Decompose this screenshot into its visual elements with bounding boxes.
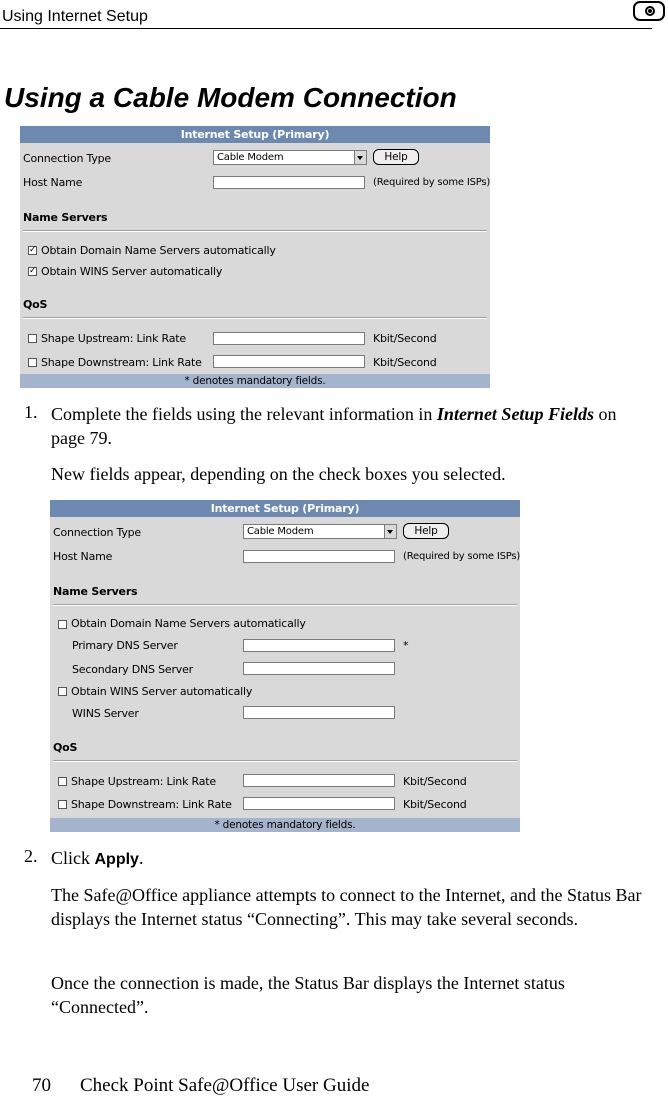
chevron-down-icon [354,151,366,164]
step-1-text-end: on page 79. [51,404,617,448]
chevron-down-icon [384,525,396,538]
help-button[interactable]: Help [373,149,419,165]
step-number: 1. [24,402,38,422]
divider [23,230,487,232]
primary-dns-input[interactable] [243,639,395,652]
required-mark: * [403,639,409,652]
connection-type-select[interactable] [243,524,397,539]
unit-label: Kbit/Second [403,775,467,788]
downstream-rate-input[interactable] [213,355,365,368]
running-header [0,0,652,29]
section-heading: Using a Cable Modem Connection [4,82,457,113]
wins-server-input[interactable] [243,706,395,719]
unit-label: Kbit/Second [403,798,467,811]
connection-type-value: Cable Modem [217,152,284,163]
primary-dns-label: Primary DNS Server [72,639,178,652]
step-1-followup: New fields appear, depending on the check boxes you selected. [51,464,506,484]
name-servers-heading: Name Servers [53,585,138,598]
connection-type-label: Connection Type [53,526,142,539]
step-1-text [51,402,651,450]
secondary-dns-label: Secondary DNS Server [72,663,194,676]
step-2-period: . [138,848,144,868]
unit-label: Kbit/Second [373,332,437,345]
page-number: 70 [32,1075,51,1096]
step-2-paragraph-2: Once the connection is made, the Status Bar displays the Internet status “Connected”. [51,973,565,1017]
obtain-wins-label: Obtain WINS Server automatically [41,265,223,278]
step-2-text [51,846,143,872]
obtain-dns-checkbox[interactable]: ✓ [29,245,37,255]
panel-title: Internet Setup (Primary) [20,126,490,143]
shape-upstream-label: Shape Upstream: Link Rate [71,775,216,788]
eye-icon [633,1,665,21]
name-servers-heading: Name Servers [23,211,108,224]
upstream-rate-input[interactable] [243,774,395,787]
internet-setup-fields-link[interactable]: Internet Setup Fields [436,404,594,424]
host-name-input[interactable] [243,550,395,563]
unit-label: Kbit/Second [373,356,437,369]
internet-setup-panel-2 [50,500,520,832]
panel-title: Internet Setup (Primary) [50,500,520,517]
host-name-input[interactable] [213,176,365,189]
help-button[interactable]: Help [403,523,449,539]
shape-upstream-label: Shape Upstream: Link Rate [41,332,186,345]
connection-type-select[interactable] [213,150,367,165]
mandatory-note: * denotes mandatory fields. [50,818,520,832]
mandatory-note: * denotes mandatory fields. [20,374,490,388]
step-number: 2. [24,846,38,866]
divider [23,317,487,319]
obtain-dns-label: Obtain Domain Name Servers automatically [41,244,276,257]
obtain-wins-checkbox[interactable] [58,687,67,696]
page-footer [32,1075,369,1097]
obtain-dns-checkbox[interactable] [58,620,67,629]
step-2-paragraph-1: The Safe@Office appliance attempts to connect to the Internet, and the Status Bar displays the Internet status “Connecting”. This may take several seconds. [51,885,642,929]
shape-downstream-checkbox[interactable] [58,800,67,809]
host-name-hint: (Required by some ISPs) [403,551,521,562]
host-name-label: Host Name [23,176,83,189]
host-name-label: Host Name [53,550,113,563]
running-header-title: Using Internet Setup [2,8,148,25]
qos-heading: QoS [23,298,48,311]
qos-heading: QoS [53,741,78,754]
secondary-dns-input[interactable] [243,662,395,675]
shape-downstream-label: Shape Downstream: Link Rate [41,356,202,369]
guide-title: Check Point Safe@Office User Guide [80,1075,370,1096]
obtain-dns-label: Obtain Domain Name Servers automatically [71,617,306,630]
obtain-wins-checkbox[interactable]: ✓ [29,266,37,276]
downstream-rate-input[interactable] [243,797,395,810]
step-2-click-text: Click [51,848,95,868]
shape-upstream-checkbox[interactable] [58,777,67,786]
divider [53,604,517,606]
shape-downstream-label: Shape Downstream: Link Rate [71,798,232,811]
divider [53,760,517,762]
internet-setup-panel-1 [20,126,490,388]
shape-downstream-checkbox[interactable] [28,358,37,367]
wins-server-label: WINS Server [72,707,139,720]
upstream-rate-input[interactable] [213,332,365,345]
connection-type-label: Connection Type [23,152,112,165]
host-name-hint: (Required by some ISPs) [373,177,491,188]
connection-type-value: Cable Modem [247,526,314,537]
step-1-text-start: Complete the fields using the relevant information in [51,404,437,424]
apply-label: Apply [94,851,139,868]
obtain-wins-label: Obtain WINS Server automatically [71,685,253,698]
shape-upstream-checkbox[interactable] [28,334,37,343]
